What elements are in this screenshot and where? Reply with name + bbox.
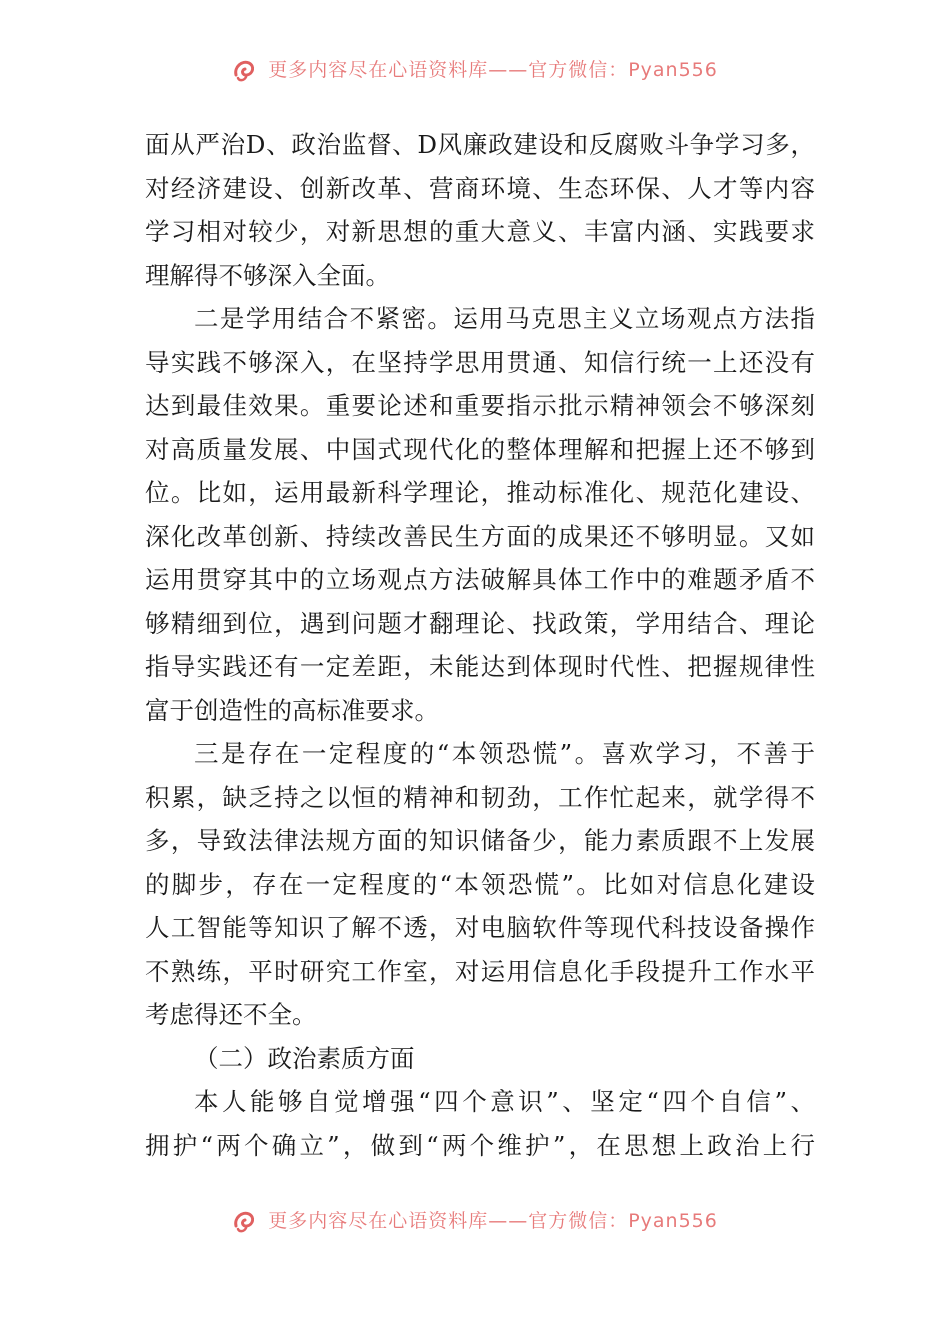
spiral-logo-icon [232,1208,258,1234]
paragraph-start-line: 三是存在一定程度的“本领恐慌”。喜欢学习，不善于 [194,739,815,768]
paragraph-start-line: 二是学用结合不紧密。运用马克思主义立场观点方法指 [194,304,815,333]
text-line: 学习相对较少，对新思想的重大意义、丰富内涵、实践要求 [145,217,815,246]
text-line: 多，导致法律法规方面的知识储备少，能力素质跟不上发展 [145,826,815,855]
footer-watermark [0,1203,950,1237]
text-line: 面从严治D、政治监督、D风廉政建设和反腐败斗争学习多， [145,130,815,159]
text-line: 富于创造性的高标准要求。 [145,695,439,725]
watermark-text: 更多内容尽在心语资料库——官方微信：Pyan556 [268,1209,718,1232]
text-line: 的脚步，存在一定程度的“本领恐慌”。比如对信息化建设 [145,869,815,899]
watermark-text: 更多内容尽在心语资料库——官方微信：Pyan556 [268,58,718,81]
header-watermark [0,52,950,86]
text-line: 导实践不够深入，在坚持学思用贯通、知信行统一上还没有 [145,347,815,377]
text-line: 不熟练，平时研究工作室，对运用信息化手段提升工作水平 [145,956,815,986]
text-line: 理解得不够深入全面。 [145,260,390,290]
text-line: 拥护“两个确立”，做到“两个维护”，在思想上政治上行 [145,1130,815,1160]
document-body [145,123,815,1167]
text-line: 对高质量发展、中国式现代化的整体理解和把握上还不够到 [145,434,815,464]
section-heading: （二）政治素质方面 [194,1043,415,1073]
text-line: 运用贯穿其中的立场观点方法破解具体工作中的难题矛盾不 [145,565,815,594]
text-line: 积累，缺乏持之以恒的精神和韧劲，工作忙起来，就学得不 [145,782,815,812]
paragraph-start-line: 本人能够自觉增强“四个意识”、坚定“四个自信”、 [194,1087,815,1116]
text-line: 位。比如，运用最新科学理论，推动标准化、规范化建设、 [145,478,815,507]
text-line: 深化改革创新、持续改善民生方面的成果还不够明显。又如 [145,521,815,551]
text-line: 人工智能等知识了解不透，对电脑软件等现代科技设备操作 [145,913,815,942]
text-line: 对经济建设、创新改革、营商环境、生态环保、人才等内容 [145,173,815,203]
text-line: 指导实践还有一定差距，未能达到体现时代性、把握规律性 [145,652,815,681]
spiral-logo-icon [232,57,258,83]
text-line: 够精细到位，遇到问题才翻理论、找政策，学用结合、理论 [145,608,815,638]
text-line: 考虑得还不全。 [145,1000,317,1029]
text-line: 达到最佳效果。重要论述和重要指示批示精神领会不够深刻 [145,391,815,420]
